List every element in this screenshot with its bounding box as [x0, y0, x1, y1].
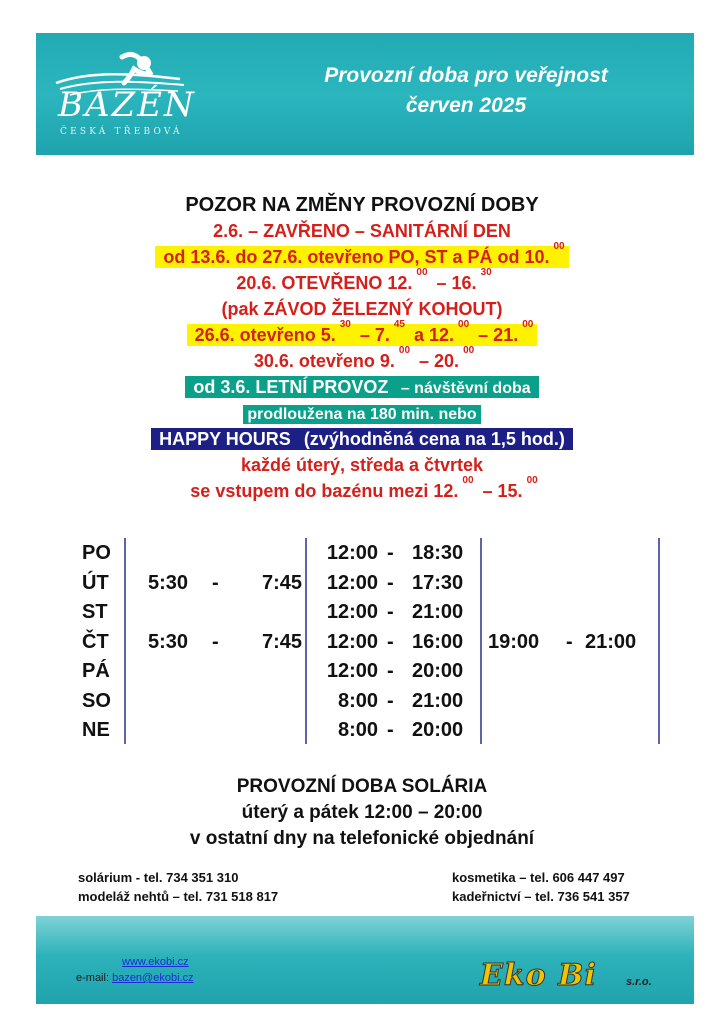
solarium-note: v ostatní dny na telefonické objednání: [189, 828, 535, 849]
notice-line-summer: [0, 374, 724, 400]
notice-text: 30.6. otevřeno 9.: [253, 351, 395, 371]
header-banner: [36, 33, 694, 155]
notice-sup: 30: [480, 267, 492, 278]
day-label: SO: [82, 689, 111, 712]
dash: -: [387, 601, 394, 623]
notice-text: – 21.: [473, 325, 519, 345]
notice-text: – návštěvní doba: [396, 380, 531, 397]
day-label: ČT: [82, 630, 109, 653]
notice-line-race: (pak ZÁVOD ŽELEZNÝ KOHOUT): [221, 299, 503, 319]
notice-line-entry: [0, 475, 724, 504]
title-line-1: Provozní doba pro veřejnost: [324, 64, 608, 87]
schedule-row: [82, 597, 662, 627]
solarium-section: [0, 774, 724, 852]
morning-start: 5:30: [148, 630, 189, 653]
email-link[interactable]: bazen@ekobi.cz: [112, 972, 194, 984]
afternoon-end: 21:00: [412, 601, 464, 623]
notice-text: – 15.: [477, 481, 523, 501]
day-label: ST: [82, 601, 108, 623]
dash: -: [387, 542, 394, 564]
notice-sup: 00: [398, 345, 411, 356]
dash: -: [566, 630, 573, 653]
solarium-hours: úterý a pátek 12:00 – 20:00: [241, 802, 483, 823]
notice-sup: 30: [339, 319, 351, 330]
notice-line-sanitary: 2.6. – ZAVŘENO – SANITÁRNÍ DEN: [213, 221, 511, 241]
day-label: PÁ: [82, 660, 110, 682]
evening-start: 19:00: [488, 630, 540, 653]
contact-nails: modeláž nehtů – tel. 731 518 817: [78, 889, 279, 904]
dash: -: [212, 630, 219, 653]
dash: -: [387, 630, 394, 653]
notice-text: od 3.6. LETNÍ PROVOZ: [193, 377, 389, 397]
notice-text: 26.6. otevřeno 5.: [194, 325, 336, 345]
contacts-right: [452, 868, 630, 906]
notice-text: 20.6. OTEVŘENO 12.: [236, 273, 413, 293]
dash: -: [387, 660, 394, 682]
dash: -: [387, 689, 394, 712]
notice-sup: 00: [463, 345, 475, 356]
day-label: PO: [82, 542, 111, 564]
afternoon-start: 8:00: [337, 689, 378, 712]
afternoon-start: 12:00: [326, 601, 378, 623]
schedule-table: [82, 538, 662, 748]
notice-text: HAPPY HOURS: [159, 429, 291, 449]
notice-text: (zvýhodněná cena na 1,5 hod.): [298, 429, 565, 449]
notice-text: – 16.: [431, 273, 477, 293]
notice-text: – 20.: [414, 351, 460, 371]
morning-end: 7:45: [261, 571, 302, 594]
schedule-row: [82, 627, 662, 657]
notice-sup: 00: [462, 475, 474, 486]
contact-hairdresser: kadeřnictví – tel. 736 541 357: [452, 889, 630, 904]
afternoon-start: 12:00: [326, 630, 378, 653]
morning-start: 5:30: [148, 571, 189, 594]
contact-cosmetics: kosmetika – tel. 606 447 497: [452, 870, 625, 885]
notice-line-0626: [0, 319, 724, 348]
web-link-text[interactable]: www.ekobi.cz: [122, 956, 189, 968]
afternoon-start: 8:00: [337, 719, 378, 741]
notice-text: se vstupem do bazénu mezi 12.: [190, 481, 459, 501]
solarium-title: PROVOZNÍ DOBA SOLÁRIA: [236, 776, 488, 797]
morning-end: 7:45: [261, 630, 302, 653]
notice-line-extended-hours: [0, 241, 724, 270]
company-logo: Eko Bi: [480, 958, 597, 993]
dash: -: [387, 719, 394, 741]
notice-text: a 12.: [409, 325, 455, 345]
notice-heading: POZOR NA ZMĚNY PROVOZNÍ DOBY: [185, 194, 539, 216]
notice-sup: 45: [393, 319, 405, 330]
title-line-2: červen 2025: [405, 94, 527, 117]
notice-line-happy-hours: [0, 426, 724, 452]
afternoon-end: 16:00: [412, 630, 464, 653]
email-line: [76, 972, 194, 984]
dash: -: [387, 571, 394, 594]
schedule-row: [82, 568, 662, 598]
evening-end: 21:00: [585, 630, 637, 653]
brand-subtitle: ČESKÁ TŘEBOVÁ: [60, 127, 183, 137]
afternoon-start: 12:00: [326, 660, 378, 682]
schedule-row: [82, 686, 662, 716]
afternoon-end: 20:00: [412, 660, 464, 682]
notice-line-extended: [0, 400, 724, 426]
brand-name: BAZÉN: [58, 85, 196, 125]
notice-sup: 00: [458, 319, 470, 330]
company-suffix: s.r.o.: [626, 976, 652, 988]
afternoon-end: 21:00: [412, 689, 464, 712]
contact-solarium: solárium - tel. 734 351 310: [78, 870, 239, 885]
email-label: e-mail:: [76, 972, 110, 984]
schedule-row: [82, 715, 662, 745]
notice-text: od 13.6. do 27.6. otevřeno PO, ST a PÁ od 10.: [163, 247, 550, 267]
footer-banner: [36, 916, 694, 1004]
afternoon-end: 18:30: [412, 542, 464, 564]
afternoon-start: 12:00: [326, 571, 378, 594]
notice-line-days: každé úterý, středa a čtvrtek: [240, 455, 484, 475]
notice-line-0620: [0, 267, 724, 296]
page-title: [251, 61, 681, 121]
notice-text: prodloužena na 180 min. nebo: [243, 405, 480, 424]
notice-sup: 00: [553, 241, 565, 252]
notice-line-0630: [0, 345, 724, 374]
contacts-left: [78, 868, 278, 906]
notice-sup: 00: [526, 475, 538, 486]
schedule-row: [82, 538, 662, 568]
afternoon-start: 12:00: [326, 542, 378, 564]
schedule-row: [82, 656, 662, 686]
notice-sup: 00: [416, 267, 428, 278]
notice-sup: 00: [522, 319, 534, 330]
notice-text: – 7.: [354, 325, 390, 345]
afternoon-end: 20:00: [412, 719, 464, 741]
day-label: NE: [82, 719, 110, 741]
web-link[interactable]: [122, 956, 189, 968]
afternoon-end: 17:30: [412, 571, 464, 594]
notice-block: [0, 192, 724, 504]
day-label: ÚT: [82, 571, 109, 594]
dash: -: [212, 571, 219, 594]
